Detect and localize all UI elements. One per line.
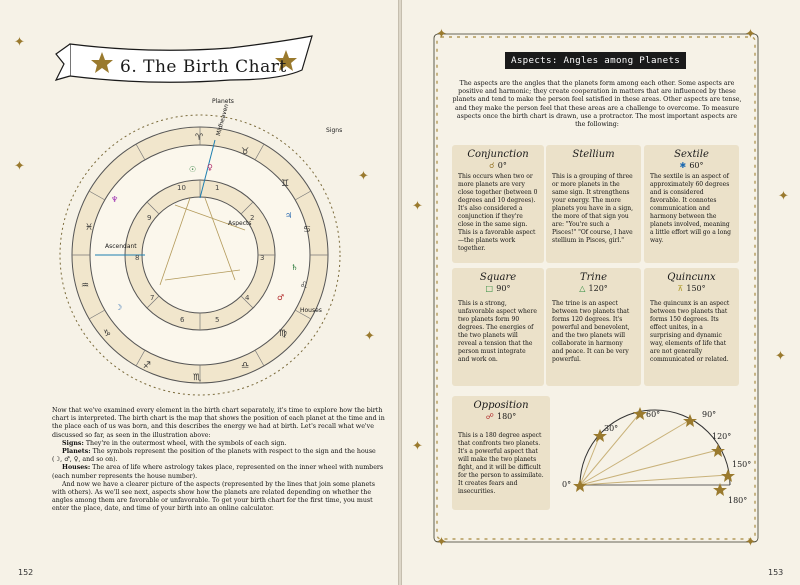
chart-label-ascendant: Ascendant	[105, 243, 137, 250]
chart-label-houses: Houses	[300, 307, 322, 314]
aspect-card-opposition	[452, 396, 550, 510]
aspect-card-trine	[546, 268, 641, 386]
chart-label-midheaven: Midheaven	[215, 103, 231, 137]
svg-text:♐: ♐	[143, 361, 152, 371]
card-text: The trine is an aspect between two planets that forms 120 degrees. It's powerful and benevolent, and the two planets will collaborate in harmony and peace. It can be very powerful.	[552, 300, 630, 363]
svg-text:♒: ♒	[81, 281, 90, 291]
page-title: 6. The Birth Chart	[120, 57, 287, 77]
opposition-icon: ☍	[485, 412, 494, 421]
card-title: Trine	[579, 272, 607, 283]
card-text: This is a grouping of three or more planets in the same sign. It strengthens your energy. The more planets you have in a sign, the more of that sign you are: "You're such a Pisces!" "Of course, I have stellium in Pisces, girl."	[552, 173, 633, 244]
degree-label: 0°	[497, 161, 507, 170]
svg-text:♄: ♄	[291, 263, 299, 272]
svg-text:5: 5	[215, 316, 220, 324]
svg-text:♍: ♍	[279, 329, 288, 339]
protractor-label: 180°	[728, 496, 748, 505]
card-title: Opposition	[473, 400, 529, 411]
birth-chart-wheel	[55, 110, 345, 400]
protractor-label: 90°	[702, 410, 717, 419]
page-number: 153	[768, 568, 784, 577]
aspect-card-sextile	[644, 145, 739, 263]
intro-paragraph: The aspects are the angles that the planets form among each other. Some aspects are positive and harmonic; they create cooperation in matters that are influenced by these planets and tend to make the person feel satisfied in these areas. Other aspects are tense, and they make the person feel that these areas are a challenge to overcome. To measure aspects once the birth chart is drawn, use a protractor. The most important aspects are the following:	[452, 80, 742, 129]
quincunx-icon: ⊼	[677, 284, 684, 293]
body-text	[52, 407, 387, 514]
svg-text:9: 9	[147, 214, 152, 222]
chart-label-aspects: Aspects	[228, 220, 252, 227]
star-icon: ✦	[14, 159, 25, 174]
protractor-label: 0°	[562, 480, 572, 489]
card-title: Square	[479, 272, 517, 283]
square-icon: □	[485, 284, 494, 293]
definition-signs: Signs: They're in the outermost wheel, with the symbols of each sign.	[62, 439, 287, 447]
star-icon: ✦	[436, 535, 447, 550]
svg-text:♋: ♋	[303, 225, 312, 235]
paragraph: And now we have a clearer picture of the aspects (represented by the lines that join some planets with others). As we'll see next, aspects show how the planets are related depending on whether the angles among them are favorable or unfavorable. To get your birth chart for the first time, you must enter the place, date, and time of your birth into an online calculator.	[52, 480, 375, 513]
svg-text:6: 6	[180, 316, 185, 324]
degree-label: 90°	[496, 284, 511, 293]
degree-label: 120°	[588, 284, 608, 293]
protractor-label: 120°	[712, 432, 732, 441]
svg-text:♊: ♊	[281, 179, 290, 189]
chart-label-signs: Signs	[326, 127, 343, 134]
svg-text:♏: ♏	[193, 373, 202, 383]
svg-text:2: 2	[250, 214, 255, 222]
page-number: 152	[18, 568, 34, 577]
degree-label: 150°	[686, 284, 706, 293]
star-icon: ✦	[745, 27, 756, 42]
section-title: Aspects: Angles among Planets	[505, 52, 686, 69]
left-page	[0, 0, 398, 585]
svg-text:10: 10	[177, 184, 186, 192]
card-title: Stellium	[572, 149, 615, 160]
svg-text:☉: ☉	[189, 165, 197, 174]
svg-text:☽: ☽	[115, 303, 123, 312]
svg-text:♓: ♓	[85, 223, 94, 233]
chart-label-planets: Planets	[212, 98, 234, 105]
star-icon: ✦	[778, 189, 789, 204]
trine-icon: △	[579, 284, 586, 293]
star-icon: ✦	[358, 169, 369, 184]
card-title: Sextile	[674, 149, 709, 160]
star-icon: ✦	[14, 35, 25, 50]
paragraph: Now that we've examined every element in the birth chart separately, it's time to explore how the birth chart is interpreted. The birth chart is the map that shows the position of each planet at the time and in the place each of us was born, and this describes the energy we had at birth. Let's recall what we've discussed so far, as seen in the illustration above:	[52, 407, 385, 439]
definition-houses: Houses: The area of life where astrology takes place, represented on the inner wheel with numbers (each number represents the house number).	[52, 464, 384, 480]
card-text: The sextile is an aspect of approximately 60 degrees and is considered favorable. It connotes communication and harmony between the planets involved, meaning a little effort will go a long way.	[650, 173, 732, 244]
svg-text:♎: ♎	[241, 361, 250, 371]
svg-text:7: 7	[150, 294, 155, 302]
svg-text:♈: ♈	[195, 133, 204, 143]
protractor-label: 150°	[732, 460, 752, 469]
protractor-label: 30°	[604, 424, 619, 433]
svg-text:♂: ♂	[277, 293, 285, 302]
card-title: Conjunction	[467, 149, 529, 160]
card-text: This is a 180 degree aspect that confronts two planets. It's a powerful aspect that will make the two planets fight, and it will be difficult for the person to assimilate. It creates fears and insecurities.	[458, 432, 544, 495]
degree-label: 180°	[497, 412, 517, 421]
svg-text:3: 3	[260, 254, 265, 262]
svg-text:♌: ♌	[300, 281, 309, 291]
card-text: This is a strong, unfavorable aspect where two planets form 90 degrees. The energies of the two planets will reveal a tension that the person must integrate and work on.	[458, 300, 537, 363]
svg-text:8: 8	[135, 254, 140, 262]
degree-label: 60°	[689, 161, 704, 170]
svg-text:♀: ♀	[207, 163, 213, 172]
svg-text:♆: ♆	[111, 195, 119, 204]
star-icon: ✦	[775, 349, 786, 364]
protractor-label: 60°	[646, 410, 661, 419]
svg-text:1: 1	[215, 184, 220, 192]
card-title: Quincunx	[667, 272, 716, 283]
conjunction-icon: ☌	[489, 161, 495, 170]
star-icon: ✦	[436, 27, 447, 42]
star-icon: ✦	[364, 329, 375, 344]
star-icon: ✦	[745, 535, 756, 550]
star-icon: ✦	[412, 199, 423, 214]
definition-planets: Planets: The symbols represent the position of the planets with respect to the sign and the house (☽, ♂, ♀, and so on).	[52, 448, 376, 464]
protractor-diagram	[560, 405, 760, 515]
aspect-card-square	[452, 268, 544, 386]
svg-text:♃: ♃	[285, 211, 293, 220]
svg-text:♉: ♉	[241, 147, 250, 157]
aspect-card-conjunction	[452, 145, 544, 263]
aspect-card-quincunx	[644, 268, 739, 386]
svg-text:4: 4	[245, 294, 250, 302]
sextile-icon: ✱	[679, 161, 687, 170]
card-text: This occurs when two or more planets are very close together (between 0 degrees and 10 degrees). It's also considered a conjunction if they're close in the same sign. This is a favorable aspect—the planets work together.	[458, 173, 538, 252]
star-icon: ✦	[412, 439, 423, 454]
card-text: The quincunx is an aspect between two planets that forms 150 degrees. Its effect unites, in a surprising and dynamic way, elements of life that are not generally communicated or related.	[650, 300, 730, 363]
aspect-card-stellium	[546, 145, 641, 263]
svg-text:♑: ♑	[103, 329, 112, 339]
